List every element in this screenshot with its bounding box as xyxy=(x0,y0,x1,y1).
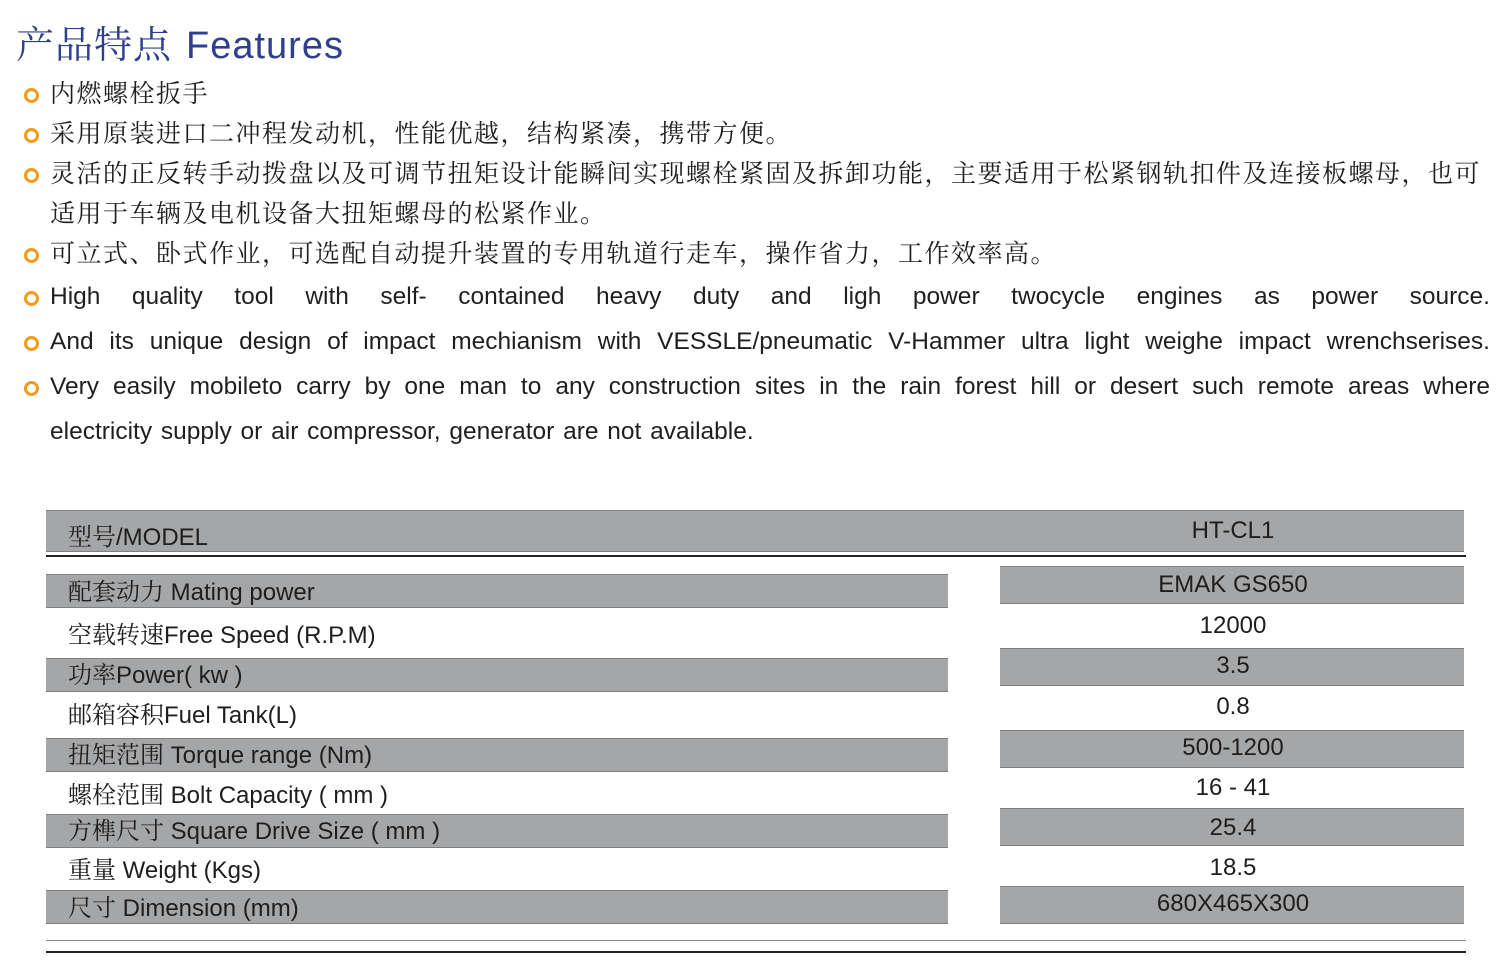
spec-label: 尺寸 Dimension (mm) xyxy=(68,895,299,922)
feature-item xyxy=(20,154,1490,234)
feature-item xyxy=(20,364,1490,454)
feature-text: And its unique design of impact mechianism with VESSLE/pneumatic V-Hammer ultra light weighe impact wrenchserises. xyxy=(50,328,1490,355)
spec-label: 空载转速Free Speed (R.P.M) xyxy=(68,622,376,649)
feature-text: 内燃螺栓扳手 xyxy=(50,79,210,108)
bullet-icon xyxy=(24,168,39,183)
spec-value: 3.5 xyxy=(1216,652,1250,679)
feature-item xyxy=(20,74,1490,114)
spec-value: EMAK GS650 xyxy=(1158,571,1308,598)
spec-value: 500-1200 xyxy=(1182,734,1284,761)
feature-text: 采用原装进口二冲程发动机，性能优越，结构紧凑，携带方便。 xyxy=(50,119,793,148)
spec-value: 12000 xyxy=(1199,612,1267,639)
footer-divider-thin xyxy=(46,940,1466,941)
spec-label: 螺栓范围 Bolt Capacity ( mm ) xyxy=(68,782,389,809)
feature-list xyxy=(20,74,1490,454)
spec-value: 25.4 xyxy=(1209,814,1257,841)
spec-label: 功率Power( kw ) xyxy=(68,662,243,689)
spec-label: 邮箱容积Fuel Tank(L) xyxy=(68,702,297,729)
spec-label: 扭矩范围 Torque range (Nm) xyxy=(68,742,373,769)
spec-label: 配套动力 Mating power xyxy=(68,579,315,606)
bullet-icon xyxy=(24,336,39,351)
feature-text: Very easily mobileto carry by one man to any construction sites in the rain forest hill or desert such remote areas where electricity supply or air compressor, generator are not available. xyxy=(50,373,1490,445)
bullet-icon xyxy=(24,88,39,103)
bullet-icon xyxy=(24,381,39,396)
feature-item xyxy=(20,319,1490,364)
spec-label: 方榫尺寸 Square Drive Size ( mm ) xyxy=(68,818,441,845)
spec-value: 680X465X300 xyxy=(1156,890,1310,917)
feature-text: High quality tool with self- contained heavy duty and ligh power twocycle engines as power source. xyxy=(50,283,1490,310)
spec-value: 0.8 xyxy=(1216,693,1250,720)
bullet-icon xyxy=(24,248,39,263)
model-label: 型号/MODEL xyxy=(68,524,209,551)
section-title xyxy=(16,14,344,69)
spec-value: 16 - 41 xyxy=(1195,774,1271,801)
feature-item xyxy=(20,234,1490,274)
spec-table xyxy=(46,510,1466,960)
title-en: Features xyxy=(186,25,344,67)
spec-label: 重量 Weight (Kgs) xyxy=(68,857,261,884)
footer-divider xyxy=(46,951,1466,953)
feature-item xyxy=(20,114,1490,154)
feature-text: 灵活的正反转手动拨盘以及可调节扭矩设计能瞬间实现螺栓紧固及拆卸功能，主要适用于松紧钢轨扣件及连接板螺母，也可适用于车辆及电机设备大扭矩螺母的松紧作业。 xyxy=(50,159,1482,228)
spec-value: 18.5 xyxy=(1209,854,1257,881)
feature-item xyxy=(20,274,1490,319)
title-zh: 产品特点 xyxy=(16,23,173,67)
bullet-icon xyxy=(24,128,39,143)
feature-text: 可立式、卧式作业，可选配自动提升装置的专用轨道行走车，操作省力，工作效率高。 xyxy=(50,239,1058,268)
bullet-icon xyxy=(24,291,39,306)
model-value: HT-CL1 xyxy=(1191,517,1275,544)
header-divider xyxy=(46,555,1466,557)
